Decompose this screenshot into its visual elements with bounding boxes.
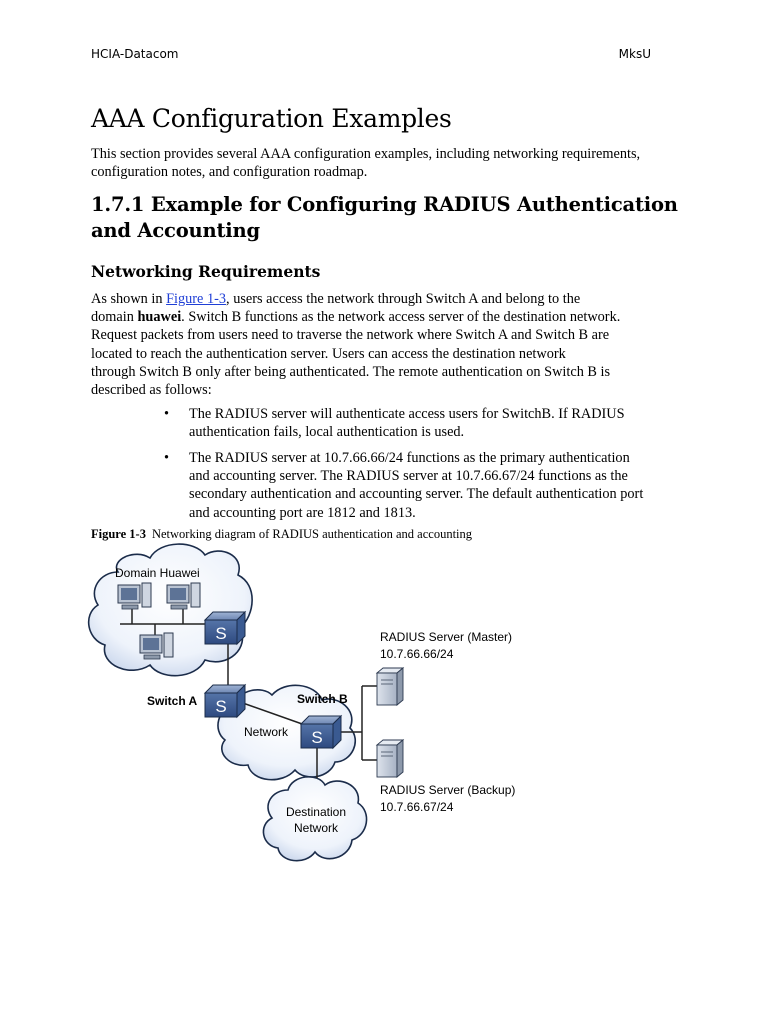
radius-server-backup-icon [377,740,403,777]
body-line: located to reach the authentication server. Users can access the destination network [91,345,566,362]
body-line: through Switch B only after being authenticated. The remote authentication on Switch B is [91,363,611,380]
bullet-line: secondary authentication and accounting server. The default authentication port [189,486,644,503]
server-backup-name: RADIUS Server (Backup) [380,783,516,797]
pc-icon [140,633,173,659]
switch-glyph: S [215,697,227,716]
pc-icon [118,583,151,609]
section-title: 1.7.1 Example for Configuring RADIUS Authentication and Accounting [91,193,678,242]
body-line: Request packets from users need to traverse the network where Switch A and Switch B are [91,327,610,344]
body-text: As shown in [91,291,167,307]
bullet-line: The RADIUS server will authenticate access users for SwitchB. If RADIUS [189,406,625,422]
bullet-line: and accounting server. The RADIUS server at 10.7.66.67/24 functions as the [189,468,628,485]
switch-b-label: Switch B [297,692,348,706]
bullet-icon: • [164,450,170,466]
bullet-icon: • [164,406,170,422]
server-backup-ip: 10.7.66.67/24 [380,800,454,814]
subsection-title: Networking Requirements [91,262,321,281]
switch-icon [205,612,245,644]
bullet-line: and accounting port are 1812 and 1813. [189,504,416,521]
domain-name: huawei [137,309,182,326]
switch-a-label: Switch A [147,694,198,708]
switch-a-icon [205,685,245,717]
server-master-ip: 10.7.66.66/24 [380,647,454,661]
bullet-line: The RADIUS server at 10.7.66.66/24 functions as the primary authentication [189,450,630,466]
figure-caption-text: Networking diagram of RADIUS authentication and accounting [151,527,473,541]
switch-glyph: S [311,728,323,747]
figure-caption-label: Figure 1-3 [91,527,146,541]
domain-label: Domain Huawei [115,566,200,580]
destination-label-line2: Network [293,821,339,835]
network-label: Network [244,725,289,739]
switch-b-icon [301,716,341,748]
figure-link[interactable]: Figure 1-3 [166,291,227,307]
pc-icon [167,583,200,609]
switch-glyph: S [215,624,227,643]
body-text: , users access the network through Switch A and belong to the [226,291,581,307]
bullet-line: authentication fails, local authentication is used. [189,424,465,441]
body-text: . Switch B functions as the network access server of the destination network. [181,309,621,326]
header-left: HCIA-Datacom [91,47,179,61]
server-master-name: RADIUS Server (Master) [380,630,513,644]
body-line: described as follows: [91,382,212,399]
header-right: MksU [618,47,651,61]
radius-server-master-icon [377,668,403,705]
body-text: domain [91,309,138,326]
intro-paragraph: This section provides several AAA configuration examples, including networking requirements, configuration notes, and configuration roadmap. [91,146,641,181]
page-title: AAA Configuration Examples [91,104,452,133]
destination-label-line1: Destination [285,805,347,819]
